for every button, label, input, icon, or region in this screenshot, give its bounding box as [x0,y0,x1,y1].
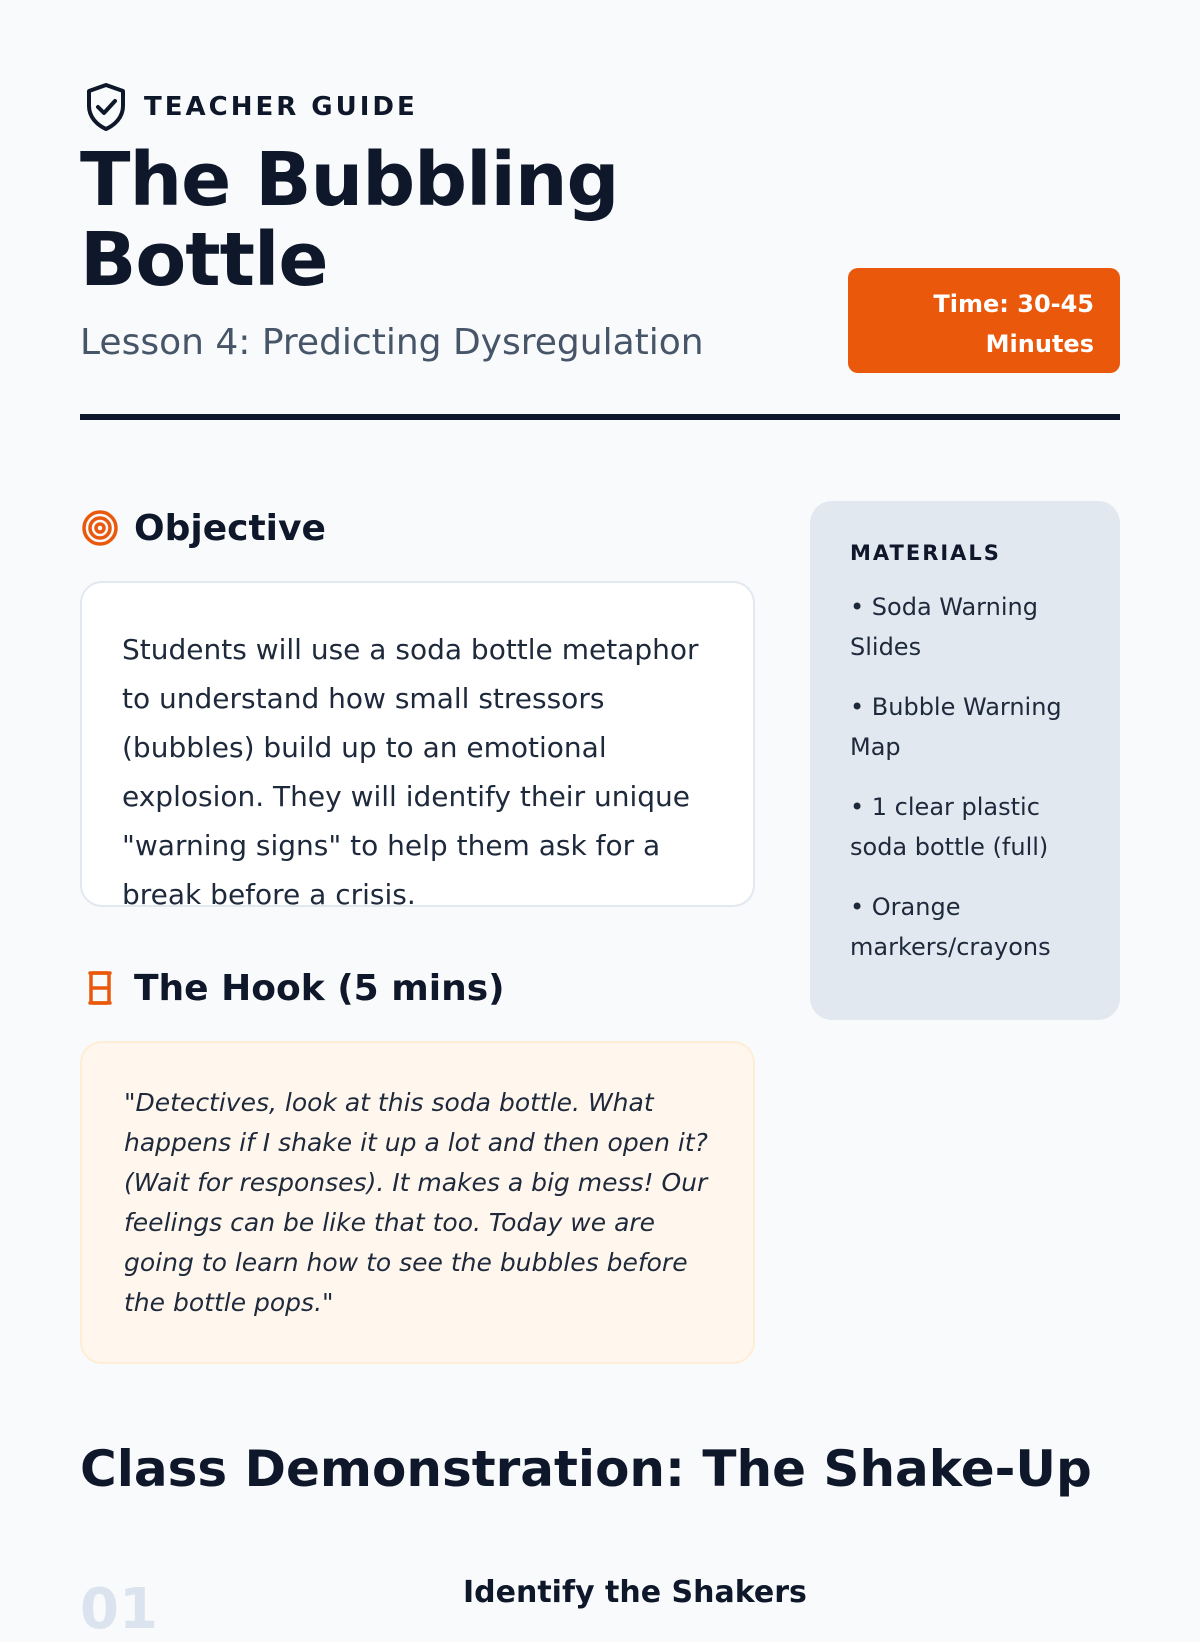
demonstration-title: Class Demonstration: The Shake-Up [80,1440,1092,1498]
hook-script: "Detectives, look at this soda bottle. What happens if I shake it up a lot and then open it? (Wait for responses). It makes a big mess! Our feelings can be like that too. Today we are going to learn how to see the bubbles before the bottle pops." [124,1088,708,1317]
eyebrow-label: TEACHER GUIDE [144,92,418,122]
header-divider [80,414,1120,420]
list-item: • Soda Warning Slides [850,593,1038,661]
list-item: • 1 clear plastic soda bottle (full) [850,793,1049,861]
step-title: Identify the Shakers [463,1575,807,1610]
list-item: • Orange markers/crayons [850,893,1051,961]
time-badge-line2: Minutes [985,330,1094,358]
list-item: • Bubble Warning Map [850,693,1062,761]
materials-list [850,587,1080,967]
materials-panel [810,501,1120,1020]
target-icon [80,508,120,548]
shield-check-icon [84,82,128,132]
hourglass-icon [80,968,120,1008]
objective-heading [80,500,326,556]
page-title: The Bubbling Bottle [80,137,619,303]
time-badge-line1: Time: 30-45 [933,290,1094,318]
hook-heading-text: The Hook (5 mins) [134,967,505,1009]
page-subtitle: Lesson 4: Predicting Dysregulation [80,322,704,363]
time-badge [848,268,1120,373]
objective-text: Students will use a soda bottle metaphor to understand how small stressors (bubbles) build up to an emotional explosion. They will identify their unique "warning signs" to help them ask for a break before a crisis. [122,633,699,911]
materials-title: MATERIALS [850,541,1001,565]
hook-card [80,1041,755,1364]
objective-heading-text: Objective [134,507,326,549]
eyebrow [84,82,418,132]
hook-heading [80,960,505,1016]
objective-card [80,581,755,911]
step-number: 01 [80,1577,158,1642]
